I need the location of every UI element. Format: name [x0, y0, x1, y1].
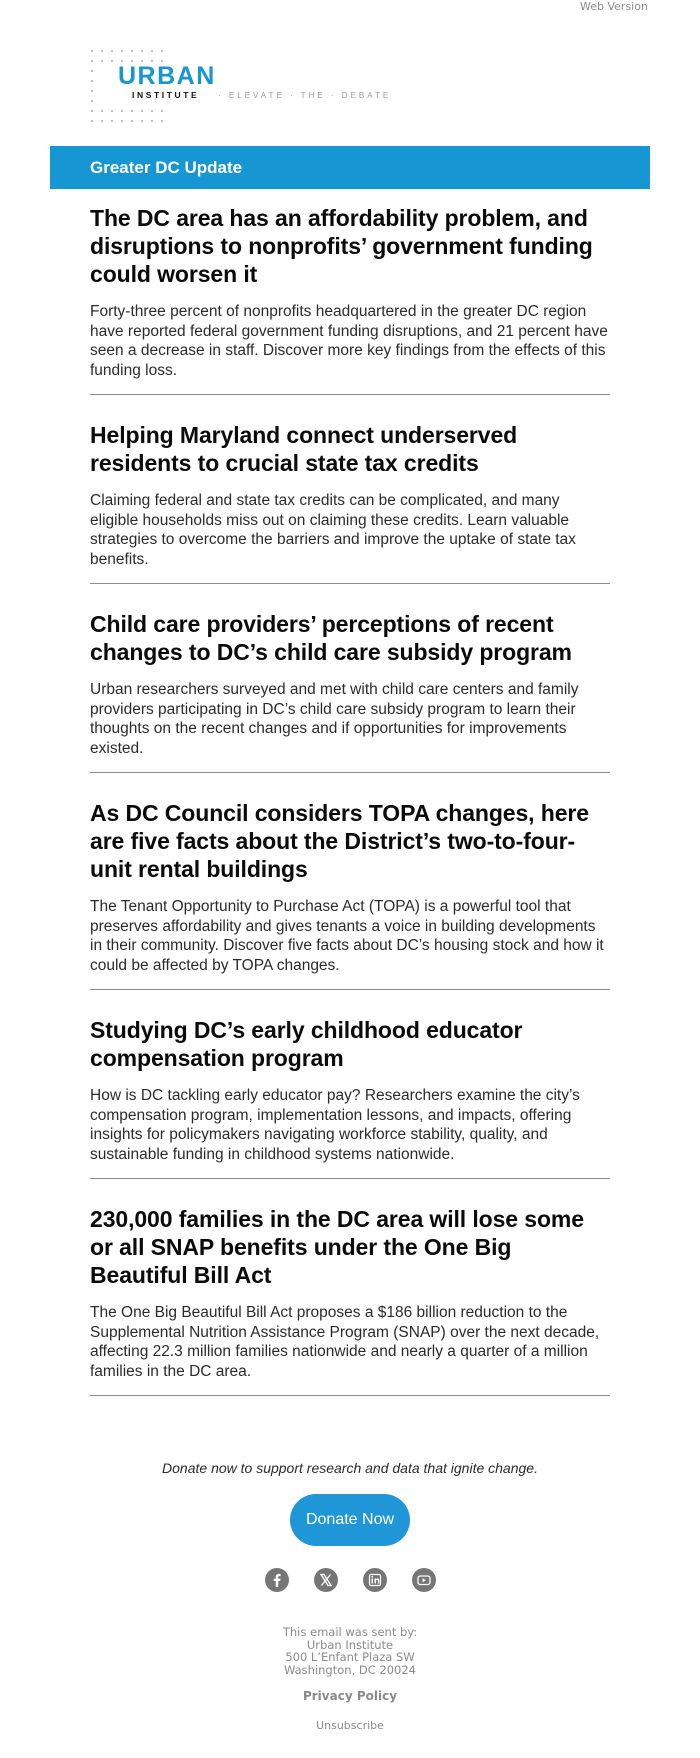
divider — [90, 1178, 610, 1179]
article-summary: The Tenant Opportunity to Purchase Act (TOPA) is a powerful tool that preserves affordability and gives tenants a voice in building developments in their community. Discover five facts about DC’s housing stock and how it could be affected by TOPA changes. — [90, 898, 604, 974]
logo-sub-word: INSTITUTE — [132, 90, 200, 100]
address-line: Washington, DC 20024 — [283, 1662, 416, 1677]
article-item — [90, 421, 610, 569]
social-links — [50, 1568, 650, 1592]
org-name: Urban Institute — [306, 1637, 394, 1652]
donate-button[interactable]: Donate Now — [290, 1494, 410, 1546]
divider — [90, 583, 610, 584]
article-list — [90, 200, 610, 1422]
article-title[interactable]: The DC area has an affordability problem, and disruptions to nonprofits’ government funding could worsen it — [90, 205, 593, 287]
logo-brand-word: URBAN — [118, 62, 216, 90]
section-banner — [50, 146, 650, 189]
divider — [90, 394, 610, 395]
article-item — [90, 204, 610, 380]
logo-tagline: · ELEVATE · THE · DEBATE — [218, 91, 392, 100]
sent-by-label: This email was sent by: — [282, 1625, 418, 1639]
article-summary: How is DC tackling early educator pay? Researchers examine the city’s compensation program, implementation lessons, and impacts, offering insights for policymakers navigating workforce stability, quality, and sustainable funding in childhood systems nationwide. — [90, 1087, 580, 1163]
divider — [90, 772, 610, 773]
donate-message: Donate now to support research and data that ignite change. — [162, 1460, 538, 1476]
facebook-icon[interactable] — [265, 1568, 289, 1592]
article-summary: The One Big Beautiful Bill Act proposes a $186 billion reduction to the Supplemental Nutrition Assistance Program (SNAP) over the next decade, affecting 22.3 million families nationwide and nearly a quarter of a million families in the DC area. — [90, 1304, 600, 1380]
divider — [90, 1395, 610, 1396]
article-summary: Claiming federal and state tax credits can be complicated, and many eligible households miss out on claiming these credits. Learn valuable strategies to overcome the barriers and improve the uptake of state tax benefits. — [90, 492, 576, 568]
web-version-link[interactable]: Web Version — [580, 0, 648, 13]
article-title[interactable]: 230,000 families in the DC area will lose some or all SNAP benefits under the One Big Beautiful Bill Act — [90, 1206, 584, 1288]
article-title[interactable]: Helping Maryland connect underserved residents to crucial state tax credits — [90, 422, 518, 476]
article-item — [90, 799, 610, 975]
linkedin-icon[interactable] — [363, 1568, 387, 1592]
sender-info — [50, 1626, 650, 1676]
address-line: 500 L’Enfant Plaza SW — [285, 1650, 415, 1664]
article-title[interactable]: Studying DC’s early childhood educator compensation program — [90, 1017, 523, 1071]
unsubscribe-link[interactable]: Unsubscribe — [316, 1719, 384, 1732]
article-summary: Forty-three percent of nonprofits headquartered in the greater DC region have reported federal government funding disruptions, and 21 percent have seen a decrease in staff. Discover more key findings from the effects of this funding loss. — [90, 303, 608, 379]
article-item — [90, 1016, 610, 1164]
urban-institute-logo[interactable] — [88, 48, 448, 132]
article-summary: Urban researchers surveyed and met with child care centers and family providers participating in DC’s child care subsidy program to learn their thoughts on the recent changes and if opportunities for improvements existed. — [90, 681, 579, 757]
article-title[interactable]: As DC Council considers TOPA changes, here are five facts about the District’s two-to-four-unit rental buildings — [90, 800, 589, 882]
article-item — [90, 610, 610, 758]
article-title[interactable]: Child care providers’ perceptions of recent changes to DC’s child care subsidy program — [90, 611, 572, 665]
article-item — [90, 1205, 610, 1381]
privacy-policy-link[interactable]: Privacy Policy — [302, 1689, 398, 1703]
footer — [50, 1460, 650, 1732]
divider — [90, 989, 610, 990]
youtube-icon[interactable] — [412, 1568, 436, 1592]
x-icon[interactable] — [314, 1568, 338, 1592]
banner-title: Greater DC Update — [90, 158, 243, 177]
